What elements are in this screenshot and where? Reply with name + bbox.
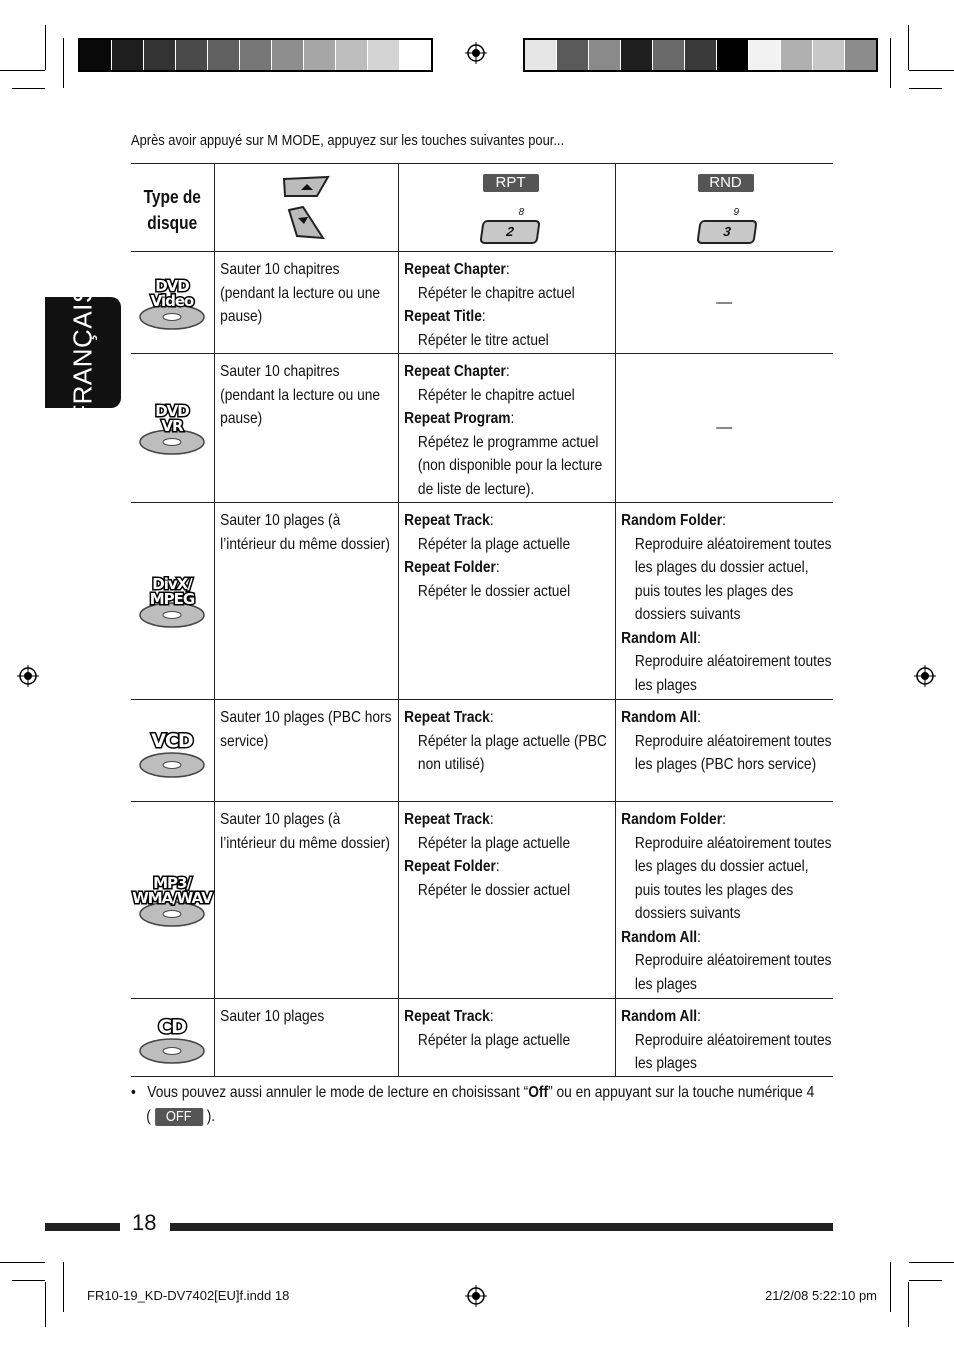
disc-label: MPEG	[150, 590, 195, 608]
color-swatch	[176, 40, 208, 70]
random-cell	[615, 700, 833, 802]
footer-date: 21/2/08 5:22:10 pm	[764, 1288, 877, 1303]
rnd-key-label: RND	[698, 174, 754, 192]
rnd-small-number: 9	[733, 207, 740, 218]
random-mode-title: Random All	[620, 629, 697, 647]
random-cell	[615, 354, 833, 503]
repeat-mode-desc: Répéter le chapitre actuel	[417, 284, 575, 302]
random-cell	[615, 503, 833, 700]
crop-mark	[12, 88, 45, 89]
color-swatch	[80, 40, 112, 70]
random-mode: Random Folder:	[620, 811, 726, 828]
color-swatch	[749, 40, 781, 70]
skip-cell	[214, 999, 398, 1077]
intro-text: Après avoir appuyé sur M MODE, appuyez sur les touches suivantes pour...	[131, 132, 565, 149]
footer-file: FR10-19_KD-DV7402[EU]f.indd 18	[87, 1288, 290, 1303]
disc-label: CD	[158, 1016, 187, 1039]
color-swatch	[272, 40, 304, 70]
crop-mark	[63, 1262, 64, 1312]
random-mode-desc: Reproduire aléatoirement toutes les plages du dossier actuel, puis toutes les plages des dossiers suivants	[634, 535, 831, 623]
skip-cell	[214, 802, 398, 999]
disc-icon	[132, 872, 213, 928]
random-mode: Random All:	[620, 629, 701, 647]
note-text-after: ” ou en appuyant sur la touche numérique 4	[548, 1084, 815, 1101]
repeat-mode-title: Repeat Folder	[403, 858, 496, 875]
random-mode: Random All:	[620, 709, 701, 726]
random-mode-title: Random All	[620, 709, 697, 726]
repeat-mode: Repeat Track:	[403, 512, 494, 529]
skip-text: Sauter 10 chapitres (pendant la lecture ou une pause)	[219, 363, 380, 427]
disc-icon	[137, 275, 207, 331]
table-row	[131, 252, 833, 354]
button-2[interactable]: 2	[479, 220, 540, 244]
repeat-mode-title: Repeat Track	[403, 811, 490, 828]
color-swatch	[240, 40, 272, 70]
random-mode-title: Random All	[620, 1008, 697, 1025]
crop-mark	[890, 38, 891, 88]
random-mode: Random All:	[620, 928, 701, 946]
random-none-dash: —	[716, 419, 733, 437]
repeat-mode: Repeat Track:	[403, 811, 494, 828]
random-cell	[615, 252, 833, 354]
crop-mark	[909, 1280, 942, 1281]
crop-mark	[908, 25, 909, 70]
table-row	[131, 503, 833, 700]
color-swatch	[525, 40, 557, 70]
repeat-cell	[398, 503, 615, 700]
color-swatch	[621, 40, 653, 70]
disc-label: VR	[161, 417, 183, 435]
repeat-cell	[398, 700, 615, 802]
repeat-cell	[398, 999, 615, 1077]
repeat-mode-desc: Répéter le dossier actuel	[417, 582, 570, 600]
repeat-mode: Repeat Chapter:	[403, 363, 510, 380]
disc-icon	[137, 723, 207, 779]
random-mode-desc: Reproduire aléatoirement toutes les plages (PBC hors service)	[634, 732, 831, 773]
repeat-mode: Repeat Folder:	[403, 858, 500, 875]
header-arrow-cell	[214, 164, 398, 252]
table-row	[131, 700, 833, 802]
repeat-mode-desc: Répéter le titre actuel	[417, 331, 549, 349]
repeat-mode-title: Repeat Title	[403, 308, 482, 325]
repeat-mode-title: Repeat Track	[403, 1008, 490, 1025]
skip-cell	[214, 503, 398, 700]
color-swatch	[589, 40, 621, 70]
header-type-cell	[131, 164, 214, 252]
color-swatch	[685, 40, 717, 70]
color-swatch	[717, 40, 749, 70]
disc-icon	[137, 1009, 207, 1065]
disc-label: VCD	[151, 729, 193, 752]
header-type-label: Type de disque	[143, 187, 201, 233]
repeat-mode-desc: Répéter la plage actuelle	[417, 535, 570, 553]
random-none-dash: —	[716, 293, 733, 311]
language-tab-label: FRANÇAIS	[67, 284, 98, 421]
color-swatch	[304, 40, 336, 70]
disc-type-cell	[131, 252, 214, 354]
color-swatch	[845, 40, 876, 70]
registration-mark-icon	[914, 665, 936, 687]
random-mode-desc: Reproduire aléatoirement toutes les plages	[634, 1031, 831, 1072]
repeat-mode: Repeat Folder:	[403, 559, 500, 576]
disc-label: Video	[150, 291, 194, 310]
repeat-cell	[398, 354, 615, 503]
header-rnd-cell	[615, 164, 833, 252]
random-cell	[615, 999, 833, 1077]
crop-mark	[890, 1262, 891, 1312]
registration-mark-icon	[17, 665, 39, 687]
color-swatch	[781, 40, 813, 70]
color-swatch	[400, 40, 431, 70]
color-swatch	[208, 40, 240, 70]
table-row	[131, 354, 833, 503]
color-bar-left	[78, 38, 433, 72]
skip-text: Sauter 10 plages (à l’intérieur du même dossier)	[219, 512, 390, 553]
note-bullet: •	[131, 1084, 136, 1101]
rpt-small-number: 8	[518, 207, 525, 218]
color-swatch	[144, 40, 176, 70]
crop-mark	[12, 1280, 45, 1281]
mode-table	[131, 163, 833, 1077]
disc-label: DVD	[155, 276, 190, 295]
random-mode-desc: Reproduire aléatoirement toutes les plages	[634, 952, 831, 993]
disc-label: DivX/	[152, 575, 192, 593]
disc-label: MP3/	[153, 874, 192, 892]
crop-mark	[63, 38, 64, 88]
repeat-mode-desc: Répéter le dossier actuel	[417, 881, 570, 899]
color-bar-right	[523, 38, 878, 72]
note-close-paren: ).	[206, 1108, 216, 1125]
page-rule-right	[170, 1223, 833, 1231]
repeat-mode: Repeat Track:	[403, 1008, 494, 1025]
note-open-paren: (	[146, 1108, 151, 1125]
note-off-bold: Off	[528, 1084, 549, 1101]
crop-mark	[909, 88, 942, 89]
random-mode-desc: Reproduire aléatoirement toutes les plages	[634, 653, 831, 694]
disc-icon	[137, 400, 207, 456]
note	[131, 1081, 814, 1129]
repeat-mode-title: Repeat Track	[403, 709, 490, 726]
color-swatch	[813, 40, 845, 70]
registration-mark-icon	[465, 1285, 487, 1307]
disc-type-cell	[131, 503, 214, 700]
repeat-mode: Repeat Track:	[403, 709, 494, 726]
repeat-mode: Repeat Program:	[403, 410, 514, 427]
registration-mark-icon	[465, 42, 487, 64]
disc-type-cell	[131, 354, 214, 503]
repeat-mode: Repeat Title:	[403, 308, 486, 325]
random-mode-title: Random Folder	[620, 512, 722, 529]
crop-mark	[908, 1282, 909, 1327]
skip-text: Sauter 10 plages	[219, 1008, 324, 1025]
color-swatch	[368, 40, 400, 70]
random-mode-title: Random Folder	[620, 811, 722, 828]
off-key-label: OFF	[155, 1108, 203, 1126]
page-rule-left	[45, 1223, 120, 1231]
color-swatch	[112, 40, 144, 70]
random-mode: Random Folder:	[620, 512, 726, 529]
skip-cell	[214, 252, 398, 354]
repeat-mode-title: Repeat Program	[403, 410, 510, 427]
crop-mark	[909, 70, 954, 71]
rpt-key-label: RPT	[483, 174, 539, 192]
header-rpt-cell	[398, 164, 615, 252]
table-row	[131, 999, 833, 1077]
language-tab	[45, 284, 121, 421]
color-swatch	[653, 40, 685, 70]
repeat-cell	[398, 802, 615, 999]
disc-type-cell	[131, 802, 214, 999]
table-row	[131, 802, 833, 999]
page-number: 18	[132, 1210, 157, 1235]
skip-text: Sauter 10 plages (à l’intérieur du même dossier)	[219, 811, 390, 852]
repeat-mode-desc: Répéter le chapitre actuel	[417, 386, 575, 404]
skip-text: Sauter 10 chapitres (pendant la lecture ou une pause)	[219, 261, 380, 325]
skip-cell	[214, 700, 398, 802]
skip-cell	[214, 354, 398, 503]
repeat-mode-desc: Répéter la plage actuelle	[417, 834, 570, 852]
repeat-mode-title: Repeat Track	[403, 512, 490, 529]
repeat-mode-desc: Répétez le programme actuel (non disponible pour la lecture de liste de lecture).	[417, 433, 602, 498]
repeat-mode-desc: Répéter la plage actuelle	[417, 1031, 570, 1049]
skip-text: Sauter 10 plages (PBC hors service)	[219, 709, 391, 750]
table-header-row	[131, 164, 833, 252]
crop-mark	[0, 1262, 45, 1263]
crop-mark	[0, 70, 45, 71]
repeat-mode-title: Repeat Chapter	[403, 363, 506, 380]
crop-mark	[45, 25, 46, 70]
repeat-mode-title: Repeat Chapter	[403, 261, 506, 278]
disc-type-cell	[131, 700, 214, 802]
random-mode-desc: Reproduire aléatoirement toutes les plages du dossier actuel, puis toutes les plages des dossiers suivants	[634, 834, 831, 922]
crop-mark	[45, 1282, 46, 1327]
random-mode-title: Random All	[620, 928, 697, 946]
crop-mark	[909, 1262, 954, 1263]
repeat-cell	[398, 252, 615, 354]
disc-label: WMA/WAV	[132, 889, 213, 907]
up-down-buttons-icon	[281, 174, 333, 244]
disc-icon	[137, 573, 207, 629]
random-cell	[615, 802, 833, 999]
repeat-mode: Repeat Chapter:	[403, 261, 510, 278]
button-3[interactable]: 3	[696, 220, 757, 244]
disc-type-cell	[131, 999, 214, 1077]
random-mode: Random All:	[620, 1008, 701, 1025]
repeat-mode-title: Repeat Folder	[403, 559, 496, 576]
repeat-mode-desc: Répéter la plage actuelle (PBC non utilisé)	[417, 732, 607, 773]
color-swatch	[557, 40, 589, 70]
color-swatch	[336, 40, 368, 70]
disc-label: DVD	[155, 402, 190, 420]
note-text-before: Vous pouvez aussi annuler le mode de lecture en choisissant “	[147, 1084, 529, 1101]
